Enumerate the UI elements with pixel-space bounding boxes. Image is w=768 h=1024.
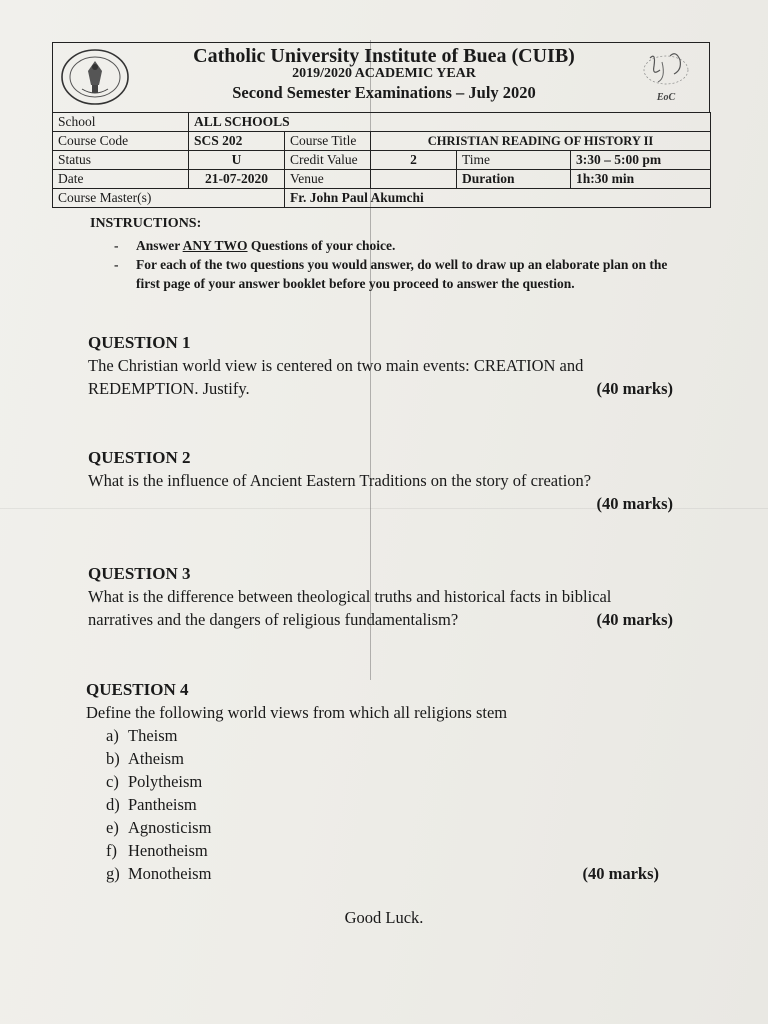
question-3	[88, 562, 673, 631]
question-title: QUESTION 3	[88, 564, 191, 583]
option-text: Pantheism	[128, 795, 197, 814]
course-code-value: SCS 202	[189, 132, 285, 151]
academic-year: 2019/2020 ACADEMIC YEAR	[292, 66, 476, 81]
table-row	[53, 170, 711, 189]
status-value: U	[189, 151, 285, 170]
option-label: e)	[106, 818, 119, 837]
question-2	[88, 446, 673, 515]
option-label: b)	[106, 749, 120, 768]
venue-value	[371, 170, 457, 189]
option-label: f)	[106, 841, 117, 860]
list-item	[86, 793, 671, 816]
time-value: 3:30 – 5:00 pm	[571, 151, 711, 170]
option-label: a)	[106, 726, 119, 745]
course-master-label: Course Master(s)	[53, 189, 285, 208]
question-1	[88, 331, 673, 400]
svg-text:EoC: EoC	[656, 92, 676, 103]
status-label: Status	[53, 151, 189, 170]
course-code-label: Course Code	[53, 132, 189, 151]
university-name: Catholic University Institute of Buea (CUIB)	[193, 45, 575, 67]
instructions-list	[112, 236, 672, 293]
option-text: Agnosticism	[128, 818, 212, 837]
question-4	[86, 678, 671, 885]
exam-info-table	[52, 112, 711, 208]
list-item	[86, 816, 671, 839]
option-text: Monotheism	[128, 864, 212, 883]
question-marks: (40 marks)	[596, 379, 673, 398]
option-text: Polytheism	[128, 772, 203, 791]
instruction-item: - For each of the two questions you would answer, do well to draw up an elaborate plan on the first page of your answer booklet before you proceed to answer the question.	[112, 255, 672, 293]
duration-label: Duration	[457, 170, 571, 189]
question-body: The Christian world view is centered on two main events: CREATION and REDEMPTION. Justify.	[88, 356, 584, 398]
option-label: g)	[106, 864, 120, 883]
question-marks: (40 marks)	[582, 864, 659, 883]
credit-label: Credit Value	[285, 151, 371, 170]
question-title: QUESTION 2	[88, 448, 191, 467]
time-label: Time	[457, 151, 571, 170]
course-master-value: Fr. John Paul Akumchi	[285, 189, 711, 208]
list-item	[86, 770, 671, 793]
option-label: c)	[106, 772, 119, 791]
table-row	[53, 113, 711, 132]
options-list	[86, 724, 671, 885]
good-luck-text: Good Luck.	[344, 908, 424, 927]
venue-label: Venue	[285, 170, 371, 189]
question-title: QUESTION 1	[88, 333, 191, 352]
semester-title: Second Semester Examinations – July 2020	[232, 83, 536, 102]
duration-value: 1h:30 min	[571, 170, 711, 189]
table-row	[53, 151, 711, 170]
option-text: Theism	[128, 726, 178, 745]
date-value: 21-07-2020	[189, 170, 285, 189]
instruction-text: Answer	[136, 238, 183, 253]
instruction-emphasis: ANY TWO	[182, 238, 248, 253]
question-marks: (40 marks)	[596, 610, 673, 629]
question-text	[88, 585, 673, 631]
question-title: QUESTION 4	[86, 680, 189, 699]
question-body: What is the influence of Ancient Eastern Traditions on the story of creation?	[88, 471, 592, 490]
question-body: What is the difference between theological truths and historical facts in biblical narratives and the dangers of religious fundamentalism?	[88, 587, 612, 629]
option-text: Atheism	[128, 749, 184, 768]
list-item	[86, 862, 671, 885]
table-row	[53, 132, 711, 151]
question-body: Define the following world views from which all religions stem	[86, 703, 508, 722]
question-text	[88, 354, 673, 400]
list-item	[86, 839, 671, 862]
option-label: d)	[106, 795, 120, 814]
course-title-value: CHRISTIAN READING OF HISTORY II	[371, 132, 711, 151]
instructions-title: INSTRUCTIONS:	[90, 216, 202, 231]
question-marks: (40 marks)	[596, 494, 673, 513]
school-label: School	[53, 113, 189, 132]
table-row	[53, 189, 711, 208]
school-value: ALL SCHOOLS	[189, 113, 711, 132]
date-label: Date	[53, 170, 189, 189]
instruction-text: Questions of your choice.	[247, 238, 396, 253]
option-text: Henotheism	[128, 841, 208, 860]
list-item	[86, 747, 671, 770]
instruction-item	[112, 236, 672, 255]
list-item	[86, 724, 671, 747]
course-title-label: Course Title	[285, 132, 371, 151]
credit-value: 2	[371, 151, 457, 170]
